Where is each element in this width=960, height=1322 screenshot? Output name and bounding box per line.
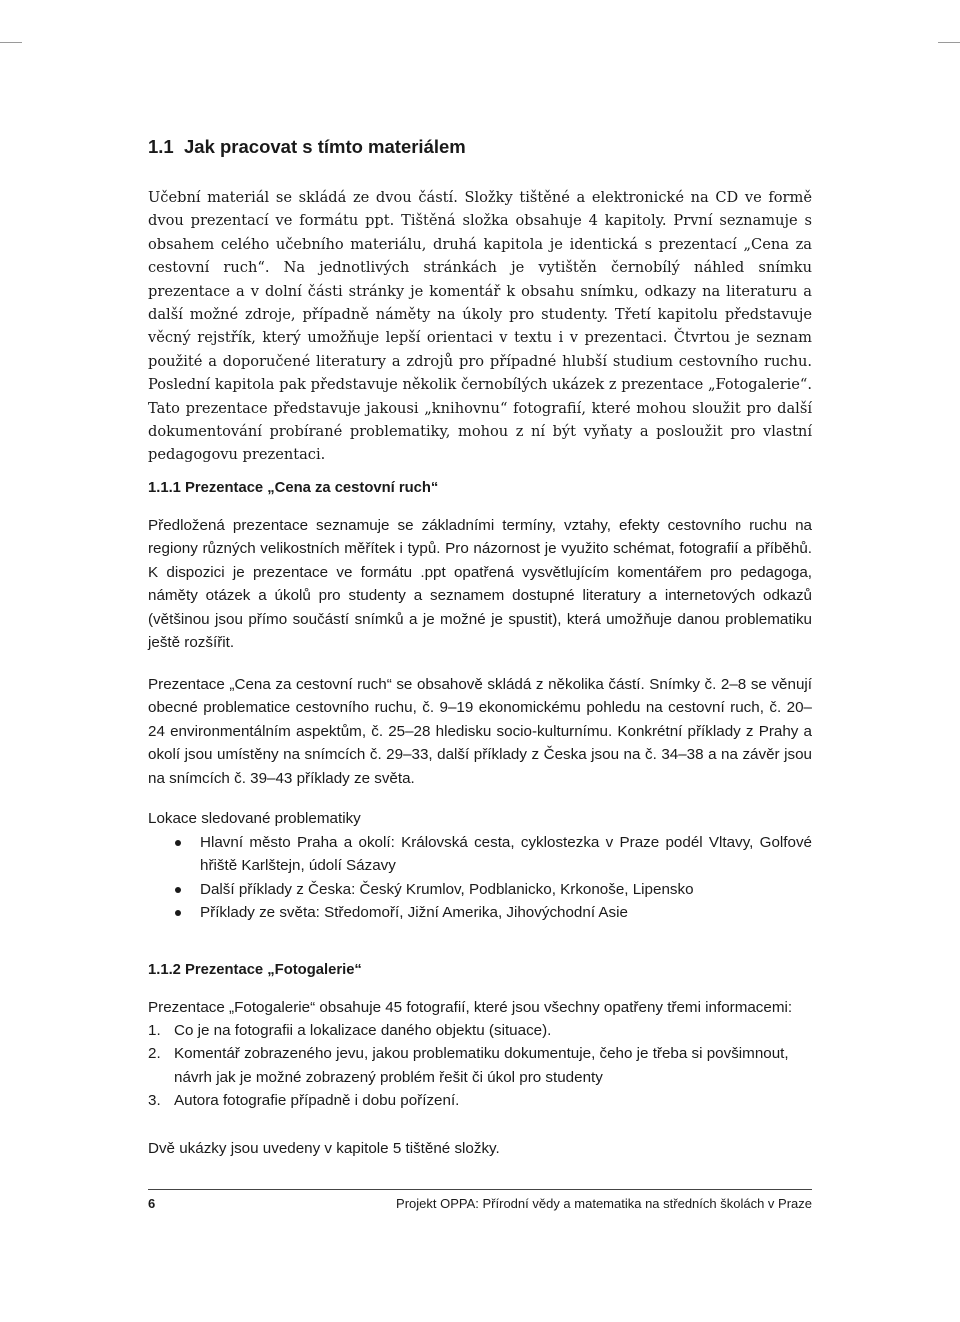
page-number: 6 [148, 1196, 156, 1211]
subsection-heading-cena: 1.1.1 Prezentace „Cena za cestovní ruch“ [148, 480, 439, 496]
subsection-heading-fotogalerie: 1.1.2 Prezentace „Fotogalerie“ [148, 962, 362, 978]
subsection2-closing: Dvě ukázky jsou uvedeny v kapitole 5 tištěné složky. [148, 1140, 500, 1157]
bullet-icon [175, 910, 181, 916]
subsection1-paragraph2: Prezentace „Cena za cestovní ruch“ se obsahově skládá z několika částí. Snímky č. 2–8 se věnují obecné problematice cestovního ruchu, č. 9–19 ekonomickému pohledu na cestovní ruch, č. 20–24 environmentálním aspektům, č. 25–28 hledisku socio-kulturnímu. Konkrétní příklady z Prahy a okolí jsou umístěny na snímcích č. 29–33, další příklady z Česka jsou na č. 34–38 a na závěr jsou na snímcích č. 39–43 příklady ze světa. [148, 676, 812, 787]
location-text: Příklady ze světa: Středomoří, Jižní Amerika, Jihovýchodní Asie [200, 904, 628, 922]
bullet-icon [175, 887, 181, 893]
locations-label: Lokace sledované problematiky [148, 810, 361, 827]
list-item [148, 901, 812, 924]
subsection2-intro: Prezentace „Fotogalerie“ obsahuje 45 fotografií, které jsou všechny opatřeny třemi informacemi: [148, 999, 793, 1016]
item-text: Autora fotografie případně i dobu pořízení. [174, 1092, 460, 1110]
footer-divider [148, 1189, 812, 1190]
footer-project-title: Projekt OPPA: Přírodní vědy a matematika na středních školách v Praze [396, 1196, 812, 1211]
item-number: 2. [148, 1045, 161, 1063]
list-item [148, 831, 812, 878]
list-item [148, 1089, 812, 1112]
section-title: Jak pracovat s tímto materiálem [184, 136, 466, 157]
locations-list [148, 831, 812, 925]
item-text: Co je na fotografii a lokalizace daného objektu (situace). [174, 1022, 552, 1039]
item-number: 3. [148, 1092, 161, 1110]
list-item [148, 1019, 812, 1042]
list-item [148, 878, 812, 901]
list-item [148, 1042, 812, 1089]
intro-paragraph: Učební materiál se skládá ze dvou částí. Složky tištěné a elektronické na CD ve formě dvou prezentací ve formátu ppt. Tištěná složka obsahuje 4 kapitoly. První seznamuje s obsahem celého učebního materiálu, druhá kapitola je identická s prezentací „Cena za cestovní ruch“. Na jednotlivých stránkách je vytištěn černobílý náhled snímku prezentace a v dolní části stránky je komentář k obsahu snímku, odkazy na literaturu a další možné zdroje, případně náměty na úkoly pro studenty. Třetí kapitolu představuje věcný rejstřík, který umožňuje lepší orientaci v textu i v prezentaci. Čtvrtou je seznam použité a doporučené literatury a zdrojů pro případné hlubší studium cestovního ruchu. Poslední kapitola pak představuje několik černobílých ukázek z prezentace „Fotogalerie“. Tato prezentace představuje jakousi „knihovnu“ fotografií, které mohou sloužit pro další dokumentování probírané problematiky, mohou z ní být vyňaty a posloužit pro vlastní pedagogovu prezentaci. [148, 189, 812, 464]
item-number: 1. [148, 1022, 161, 1039]
bullet-icon [175, 840, 181, 846]
location-text: Další příklady z Česka: Český Krumlov, Podblanicko, Krkonoše, Lipensko [200, 880, 694, 898]
section-number: 1.1 [148, 136, 174, 157]
section-heading [148, 136, 466, 158]
location-text: Hlavní město Praha a okolí: Královská cesta, cyklostezka v Praze podél Vltavy, Golfové hřiště Karlštejn, údolí Sázavy [200, 834, 812, 875]
item-text: Komentář zobrazeného jevu, jakou problematiku dokumentuje, čeho je třeba si povšimnout, návrh jak je možné zobrazený problém řešit či úkol pro studenty [174, 1045, 789, 1086]
crop-mark-right [938, 42, 960, 43]
fotogalerie-info-list [148, 1019, 812, 1113]
crop-mark-left [0, 42, 22, 43]
subsection1-paragraph1: Předložená prezentace seznamuje se základními termíny, vztahy, efekty cestovního ruchu na regiony různých velikostních měřítek i typů. Pro názornost je využito schémat, fotografií a příběhů. K dispozici je prezentace ve formátu .ppt opatřená vysvětlujícím komentářem pro pedagoga, náměty otázek a úkolů pro studenty a seznamem dostupné literatury a internetových odkazů (většinou jsou přímo součástí snímků a je možné je spustit), která umožňuje danou problematiku ještě rozšířit. [148, 517, 812, 652]
